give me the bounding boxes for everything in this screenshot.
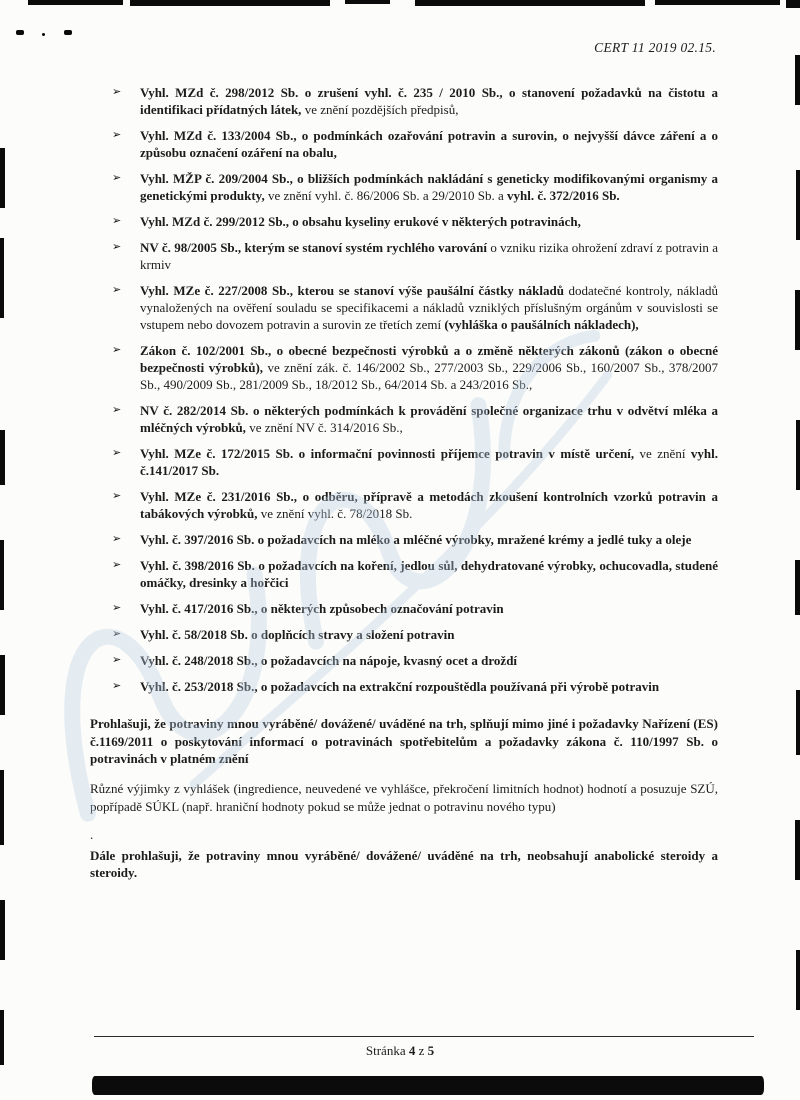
list-item xyxy=(110,557,718,591)
regulation-text: ve znění vyhl. č. 78/2018 Sb. xyxy=(260,506,413,522)
list-item xyxy=(110,127,718,161)
scan-artifact xyxy=(796,420,800,490)
regulation-text: Vyhl. MZe č. 227/2008 Sb., kterou se stanoví výše paušální částky nákladů xyxy=(140,283,569,299)
scan-artifact xyxy=(796,690,800,755)
scan-artifact xyxy=(42,33,45,36)
scan-artifact xyxy=(786,0,800,8)
scan-artifact xyxy=(795,820,800,880)
regulation-text: (vyhláška o paušálních nákladech), xyxy=(444,317,639,333)
list-item xyxy=(110,282,718,333)
bullet-arrow-icon: ➢ xyxy=(112,559,122,572)
bullet-arrow-icon: ➢ xyxy=(112,215,122,228)
list-item xyxy=(110,652,718,669)
list-item xyxy=(110,488,718,522)
scan-artifact xyxy=(796,950,800,1010)
bullet-arrow-icon: ➢ xyxy=(112,680,122,693)
regulation-text: dodatečné kontroly, nákladů vynaložených na ověření souladu se specifikacemi a nákladů vzniklých příslušným orgánům v souvislosti se vstupem nebo dovozem potravin a surovin ze třetích zemí xyxy=(140,283,718,333)
regulation-text: ve znění vyhl. č. 86/2006 Sb. a 29/2010 Sb. a xyxy=(267,188,507,204)
list-item xyxy=(110,213,718,230)
page-number-current: 4 xyxy=(408,1043,416,1058)
regulation-text: Zákon č. 102/2001 Sb., o obecné bezpečnosti výrobků a o změně některých zákonů (zákon o obecné bezpečnosti výrobků), xyxy=(140,343,718,376)
paragraph: . xyxy=(90,826,94,842)
list-item xyxy=(110,531,718,548)
regulation-text: ve znění xyxy=(639,446,691,462)
scan-artifact xyxy=(0,655,5,715)
list-item xyxy=(110,342,718,393)
regulation-list xyxy=(110,84,718,695)
scan-artifact xyxy=(415,0,645,6)
regulation-text: Vyhl. č. 417/2016 Sb., o některých způsobech označování potravin xyxy=(140,601,504,617)
bullet-arrow-icon: ➢ xyxy=(112,86,122,98)
scan-artifact xyxy=(0,148,5,208)
declaration-paragraphs xyxy=(90,715,718,881)
page-number-label: Stránka xyxy=(365,1043,406,1058)
list-item xyxy=(110,239,718,273)
scan-artifact xyxy=(795,560,800,615)
regulation-text: Vyhl. MZd č. 299/2012 Sb., o obsahu kyseliny erukové v některých potravinách, xyxy=(140,214,581,230)
scan-artifact xyxy=(16,30,24,35)
bullet-arrow-icon: ➢ xyxy=(112,654,122,667)
scan-artifact xyxy=(345,0,390,4)
scan-artifact xyxy=(130,0,330,6)
scan-artifact xyxy=(795,55,800,105)
regulation-text: vyhl. č.141/2017 Sb. xyxy=(140,446,718,479)
bullet-arrow-icon: ➢ xyxy=(112,447,122,460)
footer-divider xyxy=(94,1036,754,1037)
document-body xyxy=(88,84,718,894)
regulation-text: ve znění NV č. 314/2016 Sb., xyxy=(249,420,403,436)
regulation-text: Vyhl. č. 397/2016 Sb. o požadavcích na mléko a mléčné výrobky, mražené krémy a jedlé tuky a oleje xyxy=(140,532,692,548)
page-number-of: z xyxy=(418,1043,425,1058)
scan-artifact xyxy=(655,0,780,5)
list-item xyxy=(110,445,718,479)
regulation-text: Vyhl. č. 253/2018 Sb., o požadavcích na extrakční rozpouštědla používaná při výrobě potravin xyxy=(140,679,660,695)
scan-artifact xyxy=(0,540,4,610)
regulation-text: vyhl. č. 372/2016 Sb. xyxy=(507,188,620,204)
bullet-arrow-icon: ➢ xyxy=(112,490,122,503)
regulation-text: Vyhl. č. 58/2018 Sb. o doplňcích stravy a složení potravin xyxy=(140,627,455,643)
regulation-text: Vyhl. č. 398/2016 Sb. o požadavcích na koření, jedlou sůl, dehydratované výrobky, ochucovadla, studené omáčky, dresinky a hořčici xyxy=(140,558,718,591)
regulation-text: Vyhl. MZd č. 298/2012 Sb. o zrušení vyhl. č. 235 / 2010 Sb., o stanovení požadavků na čistotu a identifikaci přídatných látek, xyxy=(140,85,718,118)
bullet-arrow-icon: ➢ xyxy=(112,404,122,417)
paragraph: Různé výjimky z vyhlášek (ingredience, neuvedené ve vyhlášce, překročení limitních hodnot) hodnotí a posuzuje SZÚ, popřípadě SÚKL (např. hraniční hodnoty pokud se může jednat o potravinu nového typu) xyxy=(90,781,718,814)
document-reference: CERT 11 2019 02.15. xyxy=(594,40,716,55)
scan-artifact xyxy=(795,290,800,350)
bullet-arrow-icon: ➢ xyxy=(112,129,122,142)
paragraph: Prohlašuji, že potraviny mnou vyráběné/ dovážené/ uváděné na trh, splňují mimo jiné i požadavky Nařízení (ES) č.1169/2011 o poskytování informací o potravinách spotřebitelům a požadavky zákona č. 110/1997 Sb. o potravinách v platném znění xyxy=(90,716,718,766)
regulation-text: ve znění pozdějších předpisů, xyxy=(304,102,459,118)
page-number-total: 5 xyxy=(427,1043,435,1058)
bullet-arrow-icon: ➢ xyxy=(112,172,122,185)
scan-artifact xyxy=(0,1010,4,1065)
list-item xyxy=(110,402,718,436)
regulation-text: Vyhl. MZe č. 172/2015 Sb. o informační povinnosti příjemce potravin v místě určení, xyxy=(140,446,640,462)
bullet-arrow-icon: ➢ xyxy=(112,241,122,254)
bullet-arrow-icon: ➢ xyxy=(112,602,122,615)
regulation-text: NV č. 282/2014 Sb. o některých podmínkách k provádění společné organizace trhu v odvětví mléka a mléčných výrobků, xyxy=(140,403,718,436)
bullet-arrow-icon: ➢ xyxy=(112,533,122,546)
regulation-text: o vzniku rizika ohrožení zdraví z potravin a krmiv xyxy=(140,240,718,273)
regulation-text: ve znění zák. č. 146/2002 Sb., 277/2003 Sb., 229/2006 Sb., 160/2007 Sb., 378/2007 Sb., 490/2009 Sb., 281/2009 Sb., 18/2012 Sb., 64/2014 Sb. a 243/2016 Sb., xyxy=(140,360,718,393)
regulation-text: Vyhl. č. 248/2018 Sb., o požadavcích na nápoje, kvasný ocet a droždí xyxy=(140,653,518,669)
list-item xyxy=(110,626,718,643)
regulation-text: Vyhl. MZe č. 231/2016 Sb., o odběru, přípravě a metodách zkoušení kontrolních vzorků potravin a tabákových výrobků, xyxy=(140,489,718,522)
scan-artifact xyxy=(28,0,123,5)
bullet-arrow-icon: ➢ xyxy=(112,344,122,357)
regulation-text: Vyhl. MZd č. 133/2004 Sb., o podmínkách ozařování potravin a surovin, o nejvyšší dávce záření a o způsobu označení ozáření na obalu, xyxy=(140,128,718,161)
page-number xyxy=(0,1043,800,1059)
scan-artifact xyxy=(64,30,72,35)
regulation-text: NV č. 98/2005 Sb., kterým se stanoví systém rychlého varování xyxy=(140,240,491,256)
scan-artifact xyxy=(0,238,4,318)
scan-artifact xyxy=(0,430,5,485)
list-item xyxy=(110,84,718,118)
regulation-text: Vyhl. MŽP č. 209/2004 Sb., o bližších podmínkách nakládání s geneticky modifikovanými organismy a genetickými produkty, xyxy=(140,171,718,204)
list-item xyxy=(110,678,718,695)
scan-artifact xyxy=(92,1076,764,1095)
paragraph: Dále prohlašuji, že potraviny mnou vyráběné/ dovážené/ uváděné na trh, neobsahují anabolické steroidy a steroidy. xyxy=(90,847,718,881)
list-item xyxy=(110,600,718,617)
scan-artifact xyxy=(796,170,800,240)
list-item xyxy=(110,170,718,204)
bullet-arrow-icon: ➢ xyxy=(112,284,122,297)
scan-artifact xyxy=(0,770,4,845)
scan-artifact xyxy=(0,900,5,960)
bullet-arrow-icon: ➢ xyxy=(112,628,122,641)
